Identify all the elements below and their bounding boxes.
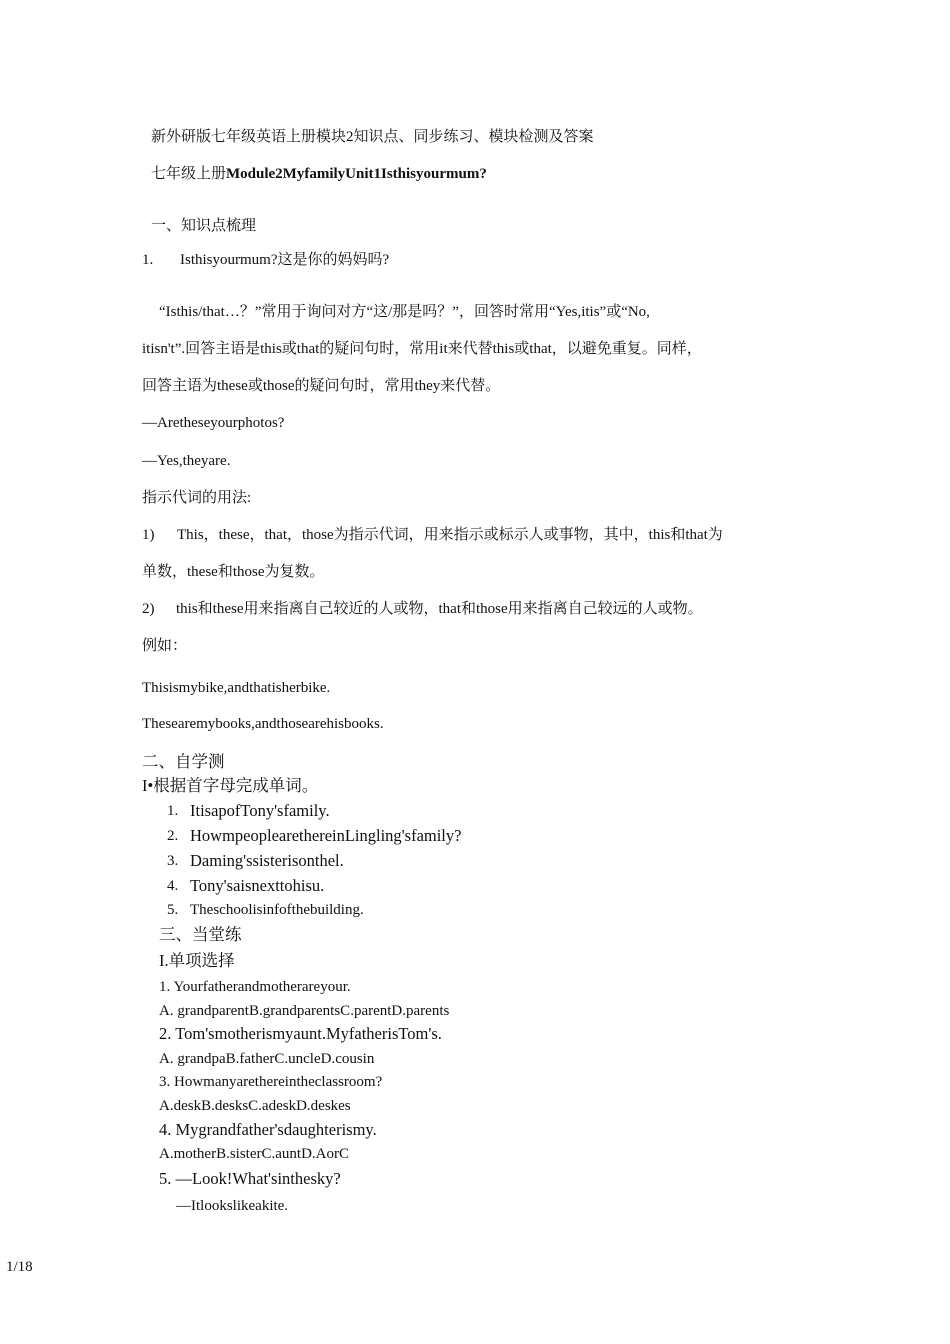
fill-item-text: HowmpeoplearethereinLingling'sfamily? (190, 826, 462, 845)
rule-text: This，these，that，those为指示代词，用来指示或标示人或事物，其中，this和that为 (177, 527, 723, 543)
mc-question: 1. Yourfatherandmotherareyour. (159, 979, 351, 995)
practice-instruction: I.单项选择 (159, 951, 235, 970)
fill-item-text: Daming'ssisterisonthel. (190, 851, 344, 870)
knowledge-point-number: 1. (142, 252, 154, 268)
dialog-answer: —Yes,theyare. (142, 453, 231, 469)
section-heading-knowledge: 一、知识点梳理 (151, 218, 257, 234)
mc-options: A. grandparentB.grandparentsC.parentD.parents (159, 1003, 450, 1019)
subtitle-prefix: 七年级上册 (151, 166, 227, 182)
rule-text: 单数，these和those为复数。 (142, 564, 325, 580)
mc-question: 4. Mygrandfather'sdaughterismy. (159, 1120, 377, 1139)
section-heading-selftest: 二、自学测 (142, 752, 225, 771)
mc-question: 3. Howmanyarethereintheclassroom? (159, 1074, 383, 1090)
section-heading-practice: 三、当堂练 (159, 925, 242, 944)
document-title: 新外研版七年级英语上册模块2知识点、同步练习、模块检测及答案 (151, 129, 594, 145)
mc-options: A.deskB.desksC.adeskD.deskes (159, 1098, 351, 1114)
fill-item-number: 4. (167, 878, 179, 894)
rule-number: 2) (142, 601, 155, 617)
fill-item-text: ItisapofTony'sfamily. (190, 801, 330, 820)
page-number: 1/18 (6, 1259, 33, 1275)
dialog-question: —Aretheseyourphotos? (142, 415, 285, 431)
explanation-line: 回答主语为these或those的疑问句时，常用they来代替。 (142, 378, 501, 394)
selftest-instruction: I•根据首字母完成单词。 (142, 776, 319, 795)
example-label: 例如： (142, 638, 188, 654)
example-sentence: Thesearemybooks,andthosearehisbooks. (142, 716, 384, 732)
rule-number: 1) (142, 527, 155, 543)
knowledge-point-title: Isthisyourmum?这是你的妈妈吗? (180, 252, 390, 268)
fill-item-number: 1. (167, 803, 179, 819)
fill-item-number: 5. (167, 902, 179, 918)
unit-subtitle (151, 164, 487, 184)
mc-dialog-answer: —Itlookslikeakite. (176, 1198, 289, 1214)
explanation-line: “Isthis/that…？”常用于询问对方“这/那是吗？”，回答时常用“Yes,itis”或“No, (159, 304, 650, 320)
mc-question: 2. Tom'smotherismyaunt.MyfatherisTom's. (159, 1024, 442, 1043)
explanation-line: itisn't”.回答主语是this或that的疑问句时，常用it来代替this或that，以避免重复。同样， (142, 341, 702, 357)
rule-text: this和these用来指离自己较近的人或物，that和those用来指离自己较远的人或物。 (176, 601, 703, 617)
mc-question: 5. —Look!What'sinthesky? (159, 1169, 341, 1188)
fill-item-text: Tony'saisnexttohisu. (190, 876, 325, 895)
fill-item-text: Theschoolisinfofthebuilding. (190, 902, 364, 918)
example-sentence: Thisismybike,andthatisherbike. (142, 680, 331, 696)
mc-options: A. grandpaB.fatherC.uncleD.cousin (159, 1051, 375, 1067)
subtitle-module: Module2MyfamilyUnit1Isthisyourmum? (226, 166, 487, 182)
mc-options: A.motherB.sisterC.auntD.AorC (159, 1146, 349, 1162)
fill-item-number: 3. (167, 853, 179, 869)
demonstrative-heading: 指示代词的用法: (142, 490, 252, 506)
fill-item-number: 2. (167, 828, 179, 844)
